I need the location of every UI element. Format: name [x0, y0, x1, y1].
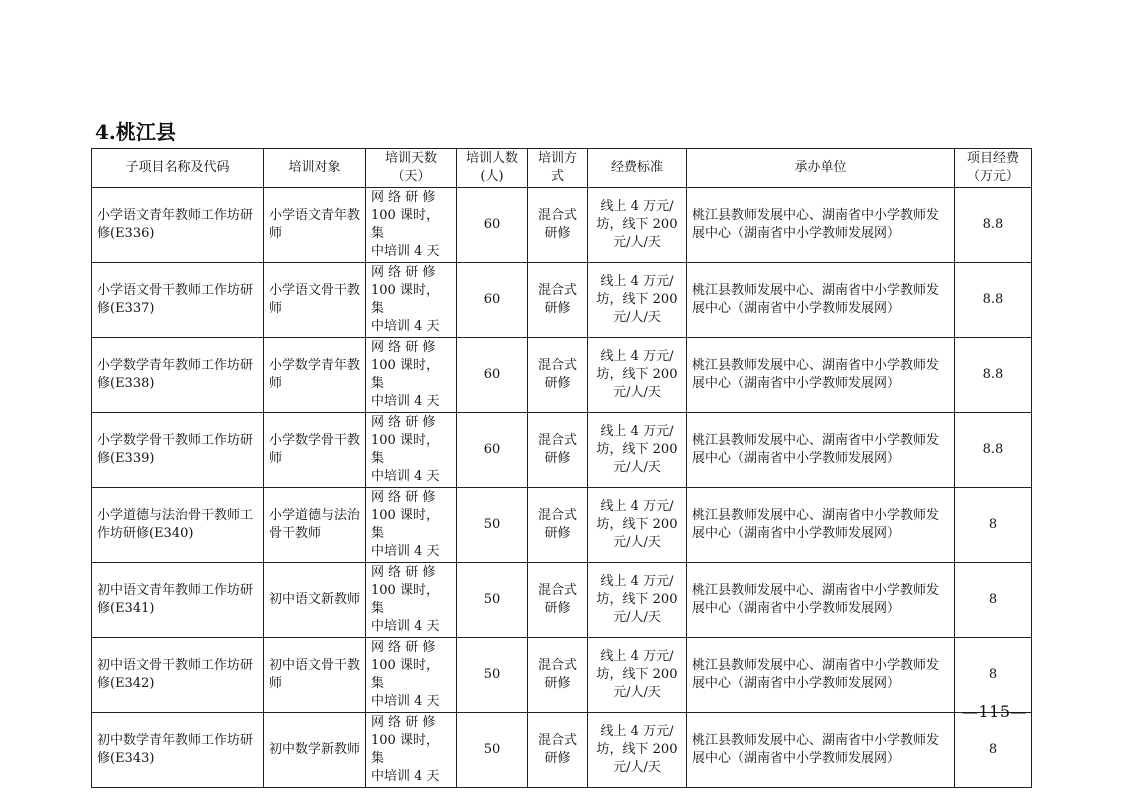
cell-days-line: 中培训 4 天: [371, 319, 440, 334]
header-target: 培训对象: [264, 149, 366, 188]
table-body: [92, 188, 1032, 788]
cell-fund: 8.8: [955, 338, 1032, 413]
cell-standard: [588, 638, 687, 713]
cell-project-name: 小学语文青年教师工作坊研修(E336): [92, 188, 264, 263]
cell-days-line: 100 课时，集: [371, 508, 439, 541]
cell-standard-line: 元/人/天: [613, 310, 661, 325]
cell-mode: 混合式研修: [528, 338, 588, 413]
header-fund: 项目经费（万元）: [955, 149, 1032, 188]
cell-organizer: 桃江县教师发展中心、湖南省中小学教师发展中心（湖南省中小学教师发展网）: [687, 488, 955, 563]
cell-days-line: 网 络 研 修: [371, 190, 436, 205]
cell-standard-line: 坊，线下 200: [596, 517, 678, 532]
table-row: [92, 188, 1032, 263]
cell-mode: 混合式研修: [528, 563, 588, 638]
cell-days: [366, 488, 457, 563]
cell-target: 小学道德与法治骨干教师: [264, 488, 366, 563]
table-header-row: [92, 149, 1032, 188]
table-row: [92, 563, 1032, 638]
cell-people: 50: [457, 638, 528, 713]
cell-target: 初中数学新教师: [264, 713, 366, 788]
cell-project-name: 初中数学青年教师工作坊研修(E343): [92, 713, 264, 788]
cell-days-line: 中培训 4 天: [371, 244, 440, 259]
cell-days-line: 网 络 研 修: [371, 715, 436, 730]
cell-target: 小学语文青年教师: [264, 188, 366, 263]
cell-standard-line: 元/人/天: [613, 460, 661, 475]
cell-standard: [588, 188, 687, 263]
cell-people: 60: [457, 188, 528, 263]
cell-days-line: 网 络 研 修: [371, 640, 436, 655]
cell-mode: 混合式研修: [528, 638, 588, 713]
cell-project-name: 初中语文骨干教师工作坊研修(E342): [92, 638, 264, 713]
cell-days-line: 100 课时，集: [371, 433, 439, 466]
cell-days-line: 100 课时，集: [371, 358, 439, 391]
cell-days-line: 中培训 4 天: [371, 544, 440, 559]
cell-days-line: 100 课时，集: [371, 583, 439, 616]
cell-standard-line: 线上 4 万元/: [600, 724, 674, 739]
cell-standard-line: 坊，线下 200: [596, 217, 678, 232]
cell-mode: 混合式研修: [528, 188, 588, 263]
cell-standard-line: 元/人/天: [613, 535, 661, 550]
cell-standard-line: 坊，线下 200: [596, 442, 678, 457]
cell-days: [366, 638, 457, 713]
cell-project-name: 小学语文骨干教师工作坊研修(E337): [92, 263, 264, 338]
page-number: —115—: [962, 702, 1028, 721]
cell-fund: 8: [955, 488, 1032, 563]
header-project-name: 子项目名称及代码: [92, 149, 264, 188]
cell-fund: 8: [955, 713, 1032, 788]
cell-target: 小学数学青年教师: [264, 338, 366, 413]
cell-days: [366, 188, 457, 263]
cell-fund: 8.8: [955, 263, 1032, 338]
cell-project-name: 小学道德与法治骨干教师工作坊研修(E340): [92, 488, 264, 563]
cell-mode: 混合式研修: [528, 713, 588, 788]
header-mode: 培训方式: [528, 149, 588, 188]
cell-days-line: 中培训 4 天: [371, 694, 440, 709]
cell-days-line: 网 络 研 修: [371, 490, 436, 505]
cell-project-name: 小学数学骨干教师工作坊研修(E339): [92, 413, 264, 488]
cell-organizer: 桃江县教师发展中心、湖南省中小学教师发展中心（湖南省中小学教师发展网）: [687, 188, 955, 263]
cell-standard-line: 线上 4 万元/: [600, 199, 674, 214]
cell-mode: 混合式研修: [528, 488, 588, 563]
cell-people: 60: [457, 263, 528, 338]
cell-organizer: 桃江县教师发展中心、湖南省中小学教师发展中心（湖南省中小学教师发展网）: [687, 413, 955, 488]
cell-project-name: 小学数学青年教师工作坊研修(E338): [92, 338, 264, 413]
cell-project-name: 初中语文青年教师工作坊研修(E341): [92, 563, 264, 638]
cell-standard-line: 元/人/天: [613, 385, 661, 400]
cell-standard: [588, 338, 687, 413]
cell-standard: [588, 563, 687, 638]
cell-days-line: 100 课时，集: [371, 208, 439, 241]
cell-days: [366, 338, 457, 413]
cell-organizer: 桃江县教师发展中心、湖南省中小学教师发展中心（湖南省中小学教师发展网）: [687, 563, 955, 638]
cell-target: 小学语文骨干教师: [264, 263, 366, 338]
header-standard: 经费标准: [588, 149, 687, 188]
cell-standard-line: 线上 4 万元/: [600, 649, 674, 664]
cell-target: 初中语文骨干教师: [264, 638, 366, 713]
cell-standard-line: 元/人/天: [613, 235, 661, 250]
cell-standard-line: 坊，线下 200: [596, 742, 678, 757]
cell-standard-line: 坊，线下 200: [596, 667, 678, 682]
cell-people: 50: [457, 563, 528, 638]
table-row: [92, 488, 1032, 563]
cell-fund: 8: [955, 638, 1032, 713]
cell-days-line: 网 络 研 修: [371, 565, 436, 580]
cell-days-line: 网 络 研 修: [371, 340, 436, 355]
cell-organizer: 桃江县教师发展中心、湖南省中小学教师发展中心（湖南省中小学教师发展网）: [687, 338, 955, 413]
cell-people: 60: [457, 338, 528, 413]
cell-standard: [588, 263, 687, 338]
project-budget-table: [91, 148, 1032, 788]
cell-fund: 8: [955, 563, 1032, 638]
cell-standard: [588, 713, 687, 788]
cell-days-line: 中培训 4 天: [371, 619, 440, 634]
cell-people: 60: [457, 413, 528, 488]
cell-organizer: 桃江县教师发展中心、湖南省中小学教师发展中心（湖南省中小学教师发展网）: [687, 713, 955, 788]
cell-days-line: 100 课时，集: [371, 283, 439, 316]
header-organizer: 承办单位: [687, 149, 955, 188]
cell-days: [366, 563, 457, 638]
cell-standard-line: 元/人/天: [613, 685, 661, 700]
section-title: 4.桃江县: [95, 120, 176, 144]
cell-standard-line: 线上 4 万元/: [600, 499, 674, 514]
cell-organizer: 桃江县教师发展中心、湖南省中小学教师发展中心（湖南省中小学教师发展网）: [687, 263, 955, 338]
cell-days-line: 100 课时，集: [371, 733, 439, 766]
cell-standard-line: 线上 4 万元/: [600, 574, 674, 589]
cell-days-line: 网 络 研 修: [371, 265, 436, 280]
cell-people: 50: [457, 713, 528, 788]
cell-target: 初中语文新教师: [264, 563, 366, 638]
cell-standard-line: 坊，线下 200: [596, 367, 678, 382]
header-people: 培训人数(人): [457, 149, 528, 188]
cell-target: 小学数学骨干教师: [264, 413, 366, 488]
cell-standard-line: 线上 4 万元/: [600, 274, 674, 289]
table-row: [92, 413, 1032, 488]
cell-days: [366, 263, 457, 338]
cell-fund: 8.8: [955, 413, 1032, 488]
header-days: 培训天数（天）: [366, 149, 457, 188]
cell-people: 50: [457, 488, 528, 563]
cell-days-line: 100 课时，集: [371, 658, 439, 691]
cell-standard-line: 元/人/天: [613, 760, 661, 775]
table-row: [92, 338, 1032, 413]
cell-standard-line: 线上 4 万元/: [600, 349, 674, 364]
cell-organizer: 桃江县教师发展中心、湖南省中小学教师发展中心（湖南省中小学教师发展网）: [687, 638, 955, 713]
cell-days-line: 中培训 4 天: [371, 469, 440, 484]
cell-days-line: 网 络 研 修: [371, 415, 436, 430]
cell-standard: [588, 488, 687, 563]
cell-mode: 混合式研修: [528, 263, 588, 338]
cell-mode: 混合式研修: [528, 413, 588, 488]
table-row: [92, 713, 1032, 788]
cell-days-line: 中培训 4 天: [371, 769, 440, 784]
cell-days-line: 中培训 4 天: [371, 394, 440, 409]
cell-standard-line: 线上 4 万元/: [600, 424, 674, 439]
cell-standard-line: 元/人/天: [613, 610, 661, 625]
cell-days: [366, 713, 457, 788]
cell-standard: [588, 413, 687, 488]
cell-days: [366, 413, 457, 488]
cell-fund: 8.8: [955, 188, 1032, 263]
table-row: [92, 638, 1032, 713]
cell-standard-line: 坊，线下 200: [596, 292, 678, 307]
cell-standard-line: 坊，线下 200: [596, 592, 678, 607]
table-row: [92, 263, 1032, 338]
